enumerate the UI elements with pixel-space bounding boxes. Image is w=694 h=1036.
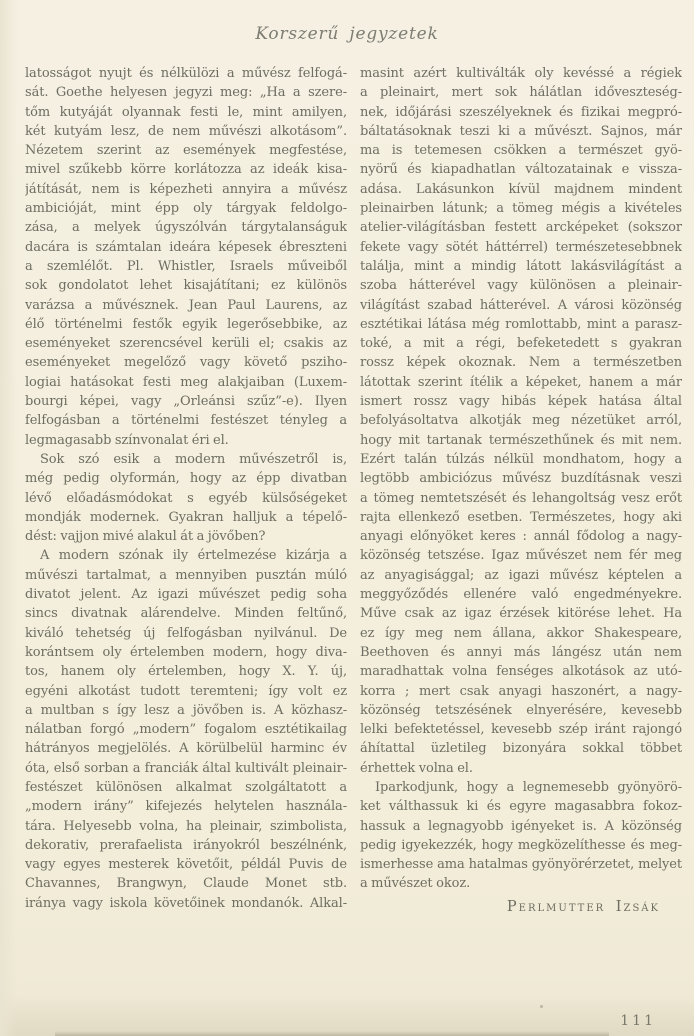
text-line: báltatásoknak teszi ki a művészt. Sajnos, már	[360, 123, 682, 139]
text-line: rossz képek okoznak. Nem a természetben	[360, 355, 682, 371]
text-line: a tömeg nemtetszését és lehangoltság vesz erőt	[360, 490, 682, 506]
text-line: látottak szerint ítélik a képeket, hanem a már	[360, 374, 682, 390]
text-line: korra ; mert csak anyagi haszonért, a nagy-	[360, 683, 682, 699]
text-line: szoba hátterével vagy különösen a pleinair-	[360, 278, 682, 294]
text-line: Műve csak az igaz érzések kitörése lehet. Ha	[360, 606, 682, 622]
text-line: befolyásoltatva alkotják meg nézetüket arról,	[360, 413, 682, 429]
text-line: latosságot nyujt és nélkülözi a művész felfogá-	[25, 66, 347, 81]
text-line: eseményeket megelőző vagy követő psziho-	[25, 355, 347, 371]
text-line: ismerhesse ama hatalmas gyönyörérzetet, melyet	[360, 857, 682, 873]
text-line: maradhattak volna fenséges alkotások az utó-	[360, 664, 682, 680]
text-line: mondják modernek. Gyakran halljuk a tépelő-	[25, 509, 347, 525]
text-line: iránya vagy iskola követőinek mondanók. Alkal-	[25, 895, 347, 911]
text-line: bourgi képei, vagy „Orleánsi szűz”-e). Ilyen	[25, 394, 347, 410]
text-line: atelier-világításban festett arcképeket (sokszor	[360, 220, 682, 236]
text-line: tára. Helyesebb volna, ha pleinair, szimbolista,	[25, 818, 347, 834]
text-line: legmagasabb színvonalat éri el.	[25, 432, 229, 448]
text-line: sok gondolatot lehet kisajátítani; ez különös	[25, 278, 347, 294]
text-line: korántsem oly értelemben modern, hogy diva-	[25, 644, 347, 660]
text-line: ismert rossz vagy hibás képek hatása által	[360, 394, 682, 410]
text-line: lelki befektetéssel, kevesebb szép iránt rajongó	[360, 722, 682, 738]
text-line: sincs divatnak alárendelve. Minden feltűnő,	[25, 606, 347, 622]
text-line: ket válthassuk ki és egyre magasabbra fokoz-	[360, 799, 682, 815]
text-columns	[25, 64, 682, 915]
text-line: adása. Lakásunkon kívül majdnem mindent	[360, 181, 682, 197]
text-line: dacára is számtalan ideára képesek ébreszteni	[25, 239, 347, 255]
text-line: még pedig olyformán, hogy az épp divatban	[25, 471, 347, 487]
text-line: esztétikai látása még romlottabb, mint a parasz-	[360, 316, 682, 332]
page-header-title: Korszerű jegyzetek	[255, 24, 439, 44]
text-column-right	[360, 64, 682, 915]
text-line: lévő előadásmódokat s egyéb külsőségeket	[25, 490, 347, 506]
text-line: a szemlélőt. Pl. Whistler, Israels műveiből	[25, 258, 347, 274]
text-line: toké, a mit a régi, befeketedett s gyakran	[360, 336, 682, 352]
text-line: közönség tetszésének elnyerésére, kevesebb	[360, 702, 682, 718]
text-line: kiváló tehetség új felfogásban nyilvánul. De	[25, 625, 347, 641]
text-line: ambicióját, mint épp oly tárgyak feldolgo-	[25, 201, 347, 217]
text-line: mivel szűkebb körre korlátozza az ideák kisa-	[25, 162, 347, 178]
text-line: két kutyám lesz, de nem művészi alkotásom”.	[25, 123, 347, 139]
text-line: divatot jelent. Az igazi művészet pedig soha	[25, 587, 347, 603]
text-line: pleinairben látunk; a tömeg mégis a kivételes	[360, 201, 682, 217]
text-line: meggyőződés ellenére való engedményekre.	[360, 587, 682, 603]
text-line: sát. Goethe helyesen jegyzi meg: „Ha a szere-	[25, 85, 347, 101]
text-line: nyörű és kiapadhatlan változatainak e vissza-	[360, 162, 682, 178]
text-line: érhettek volna el.	[360, 760, 473, 776]
text-line: játítását, nem is képezheti annyira a művész	[25, 181, 347, 197]
text-line: pedig igyekezzék, hogy megközelíthesse és meg-	[360, 837, 682, 853]
text-line: vagy egyes mesterek követőit, példál Puvis de	[25, 857, 347, 873]
text-line: nálatban forgó „modern” fogalom esztétikailag	[25, 722, 347, 738]
text-line: rajta ellenkező esetben. Természetes, hogy aki	[360, 509, 682, 525]
text-line: ez így meg nem állana, akkor Shakespeare,	[360, 625, 682, 641]
text-column-right-lines	[360, 64, 682, 894]
text-line: „modern irány” kifejezés helytelen használa-	[25, 799, 347, 815]
text-line: A modern szónak ily értelmezése kizárja a	[40, 548, 347, 564]
text-line: ma is tetemesen csökken a természet gyö-	[360, 143, 682, 159]
scan-edge-shadow	[55, 1031, 609, 1036]
text-line: tőm kutyáját olyannak festi le, mint amilyen,	[25, 104, 347, 120]
text-line: találja, mint a mindig látott lakásvilágítást a	[360, 258, 682, 274]
text-line: zása, a melyek úgyszólván tárgytalanságuk	[25, 220, 347, 236]
text-line: Sok szó esik a modern művészetről is,	[40, 451, 347, 467]
text-line: fekete vagy sötét háttérrel) természetesebbnek	[360, 239, 682, 255]
text-line: a pleinairt, mert sok hálátlan időveszteség-	[360, 85, 682, 101]
text-line: világítást szabad hátterével. A városi közönség	[360, 297, 682, 313]
text-line: egyéni alkotást tudott teremteni; így volt ez	[25, 683, 347, 699]
text-line: hátrányos megjelölés. A körülbelül harminc év	[25, 741, 347, 757]
text-line: dekorativ, prerafaelista irányokról beszélnénk,	[25, 837, 347, 853]
page-number: 111	[620, 1013, 656, 1029]
text-line: Iparkodjunk, hogy a legnemesebb gyönyörö-	[375, 779, 682, 795]
text-line: dést: vajjon mivé alakul át a jövőben?	[25, 529, 266, 545]
text-line: eseményeket szerencsével kerüli el; csakis az	[25, 336, 347, 352]
text-line: hogy mit tartanak természethűnek és mit nem.	[360, 432, 682, 448]
author-signature: Perlmutter Izsák	[506, 898, 660, 915]
text-line: áhítattal üzletileg bizonyára sokkal többet	[360, 741, 682, 757]
text-line: legtöbb ambiciózus művész buzdításnak veszi	[360, 471, 682, 487]
text-line: Beethoven és annyi más lángész után nem	[360, 644, 682, 660]
text-line: anyagi előnyöket keres : annál fődolog a nagy-	[360, 529, 682, 545]
text-line: művészi tartalmat, a mennyiben pusztán múló	[25, 567, 347, 583]
text-line: festészet különösen alkalmat szolgáltatott a	[25, 779, 347, 795]
text-line: a művészet okoz.	[360, 876, 471, 892]
text-line: felfogásban a történelmi festészet tényleg a	[25, 413, 347, 429]
text-line: élő történelmi festők egyik legerősebbike, az	[25, 316, 347, 332]
text-line: hassuk a legnagyobb igényeket is. A közönség	[360, 818, 682, 834]
text-line: nek, időjárási szeszélyeknek és fizikai megpró-	[360, 104, 682, 120]
text-line: óta, első sorban a franciák által kultivált pleinair-	[25, 760, 347, 776]
paper-speck	[540, 1005, 543, 1008]
text-line: az anyagisággal; az igazi művész képtelen a	[360, 567, 682, 583]
text-line: a multban s így lesz a jövőben is. A közhasz-	[25, 702, 347, 718]
text-line: masint azért kultiválták oly kevéssé a régiek	[360, 66, 682, 81]
text-column-left	[25, 64, 347, 915]
text-line: Ezért talán túlzás nélkül mondhatom, hogy a	[360, 451, 682, 467]
text-line: közönség tetszése. Igaz művészet nem fér meg	[360, 548, 682, 564]
text-line: tos, hanem oly értelemben, hogy X. Y. új,	[25, 664, 347, 680]
text-line: Chavannes, Brangwyn, Claude Monet stb.	[25, 876, 347, 892]
text-line: varázsa a művésznek. Jean Paul Laurens, az	[25, 297, 347, 313]
text-line: Nézetem szerint az események megfestése,	[25, 143, 347, 159]
text-line: logiai hatásokat festi meg alakjaiban (Luxem-	[25, 374, 347, 390]
